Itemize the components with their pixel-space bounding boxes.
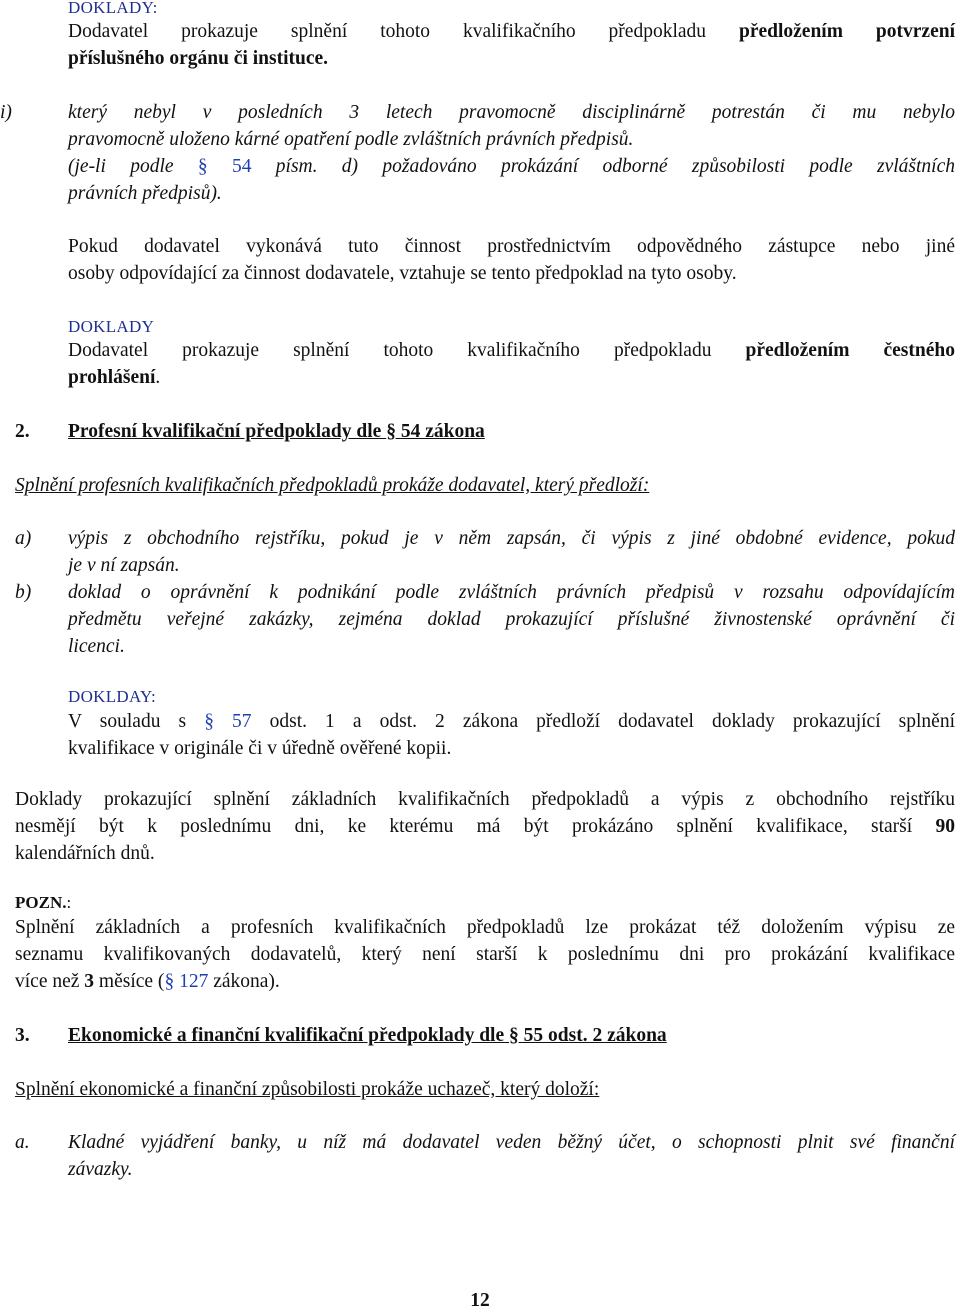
section-54-link[interactable]: 54 [231,156,252,177]
section-sign-127-link[interactable]: § [164,971,175,992]
item-3a-line-2: závazky. [68,1159,133,1180]
item-i-line-4: právních předpisů). [68,183,222,204]
item-i-line-2: pravomocně uloženo kárné opatření podle zvláštních právních předpisů. [68,129,634,150]
item-b-line-2: předmětu veřejné zakázky, zejména doklad prokazující příslušné živnostenské oprávnění či [68,609,955,630]
item-a-line-2: je v ní zapsán. [68,555,180,576]
item-b-marker: b) [15,582,32,603]
page-number: 12 [470,1290,490,1311]
pozn-line-2: seznamu kvalifikovaných dodavatelů, který není starší k poslednímu dni pro prokázání kvalifikace [15,944,955,965]
doklady-line-2: příslušného orgánu či instituce. [68,48,329,69]
section-127-link[interactable]: 127 [174,971,209,992]
pokud-line-2: osoby odpovídající za činnost dodavatele, vztahuje se tento předpoklad na tyto osoby. [68,263,737,284]
doklady-para-line-1: Doklady prokazující splnění základních kvalifikačních předpokladů a výpis z obchodního rejstříku [15,789,955,810]
section-3-intro: Splnění ekonomické a finanční způsobilosti prokáže uchazeč, který doloží: [15,1079,600,1100]
pozn-line-1: Splnění základních a profesních kvalifikačních předpokladů lze prokázat též doložením výpisu ze [15,917,955,938]
doklady-para-line-2: nesmějí být k poslednímu dni, ke kterému má být prokázáno splnění kvalifikace, starší 90 [15,816,955,837]
item-3a-line-1: Kladné vyjádření banky, u níž má dodavatel veden běžný účet, o schopnosti plnit své finanční [68,1132,955,1153]
doklady-2-line-2: prohlášení. [68,367,161,388]
pozn-label: POZN.: [15,893,72,912]
item-i-marker: i) [0,102,12,123]
item-b-line-3: licenci. [68,636,125,657]
section-sign-57-link[interactable]: § [204,711,214,732]
item-i-line-3: (je-li podle § 54 písm. d) požadováno prokázání odborné způsobilosti podle zvláštních [68,156,956,177]
item-b-line-1: doklad o oprávnění k podnikání podle zvláštních právních předpisů v rozsahu odpovídajícím [68,582,955,603]
doklady-line-1: Dodavatel prokazuje splnění tohoto kvalifikačního předpokladu předložením potvrzení [68,21,955,42]
item-3a-marker: a. [15,1132,30,1153]
dokldy-label: DOKLDAY: [68,687,157,706]
section-2-heading: Profesní kvalifikační předpoklady dle § 54 zákona [68,421,485,442]
item-a-line-1: výpis z obchodního rejstříku, pokud je v něm zapsán, či výpis z jiné obdobné evidence, pokud [68,528,955,549]
pozn-line-3: více než 3 měsíce (§ 127 zákona). [15,971,280,992]
doklady-para-line-3: kalendářních dnů. [15,843,155,864]
souladu-line-1: V souladu s § 57 odst. 1 a odst. 2 zákona předloží dodavatel doklady prokazující splnění [68,711,956,732]
section-57-link[interactable]: 57 [232,711,252,732]
souladu-line-2: kvalifikace v originále či v úředně ověřené kopii. [68,738,452,759]
doklady-2-line-1: Dodavatel prokazuje splnění tohoto kvalifikačního předpokladu předložením čestného [68,340,955,361]
section-2-intro: Splnění profesních kvalifikačních předpokladů prokáže dodavatel, který předloží: [15,475,650,496]
section-3-heading: Ekonomické a finanční kvalifikační předpoklady dle § 55 odst. 2 zákona [68,1025,667,1046]
section-sign-link[interactable]: § [197,156,208,177]
pokud-line-1: Pokud dodavatel vykonává tuto činnost prostřednictvím odpovědného zástupce nebo jiné [68,236,955,257]
item-a-marker: a) [15,528,32,549]
doklady-label: DOKLADY: [68,0,158,17]
section-2-number: 2. [15,421,30,442]
doklady-2-label: DOKLADY [68,317,155,336]
item-i-line-1: který nebyl v posledních 3 letech pravomocně disciplinárně potrestán či mu nebylo [68,102,955,123]
section-3-number: 3. [15,1025,30,1046]
